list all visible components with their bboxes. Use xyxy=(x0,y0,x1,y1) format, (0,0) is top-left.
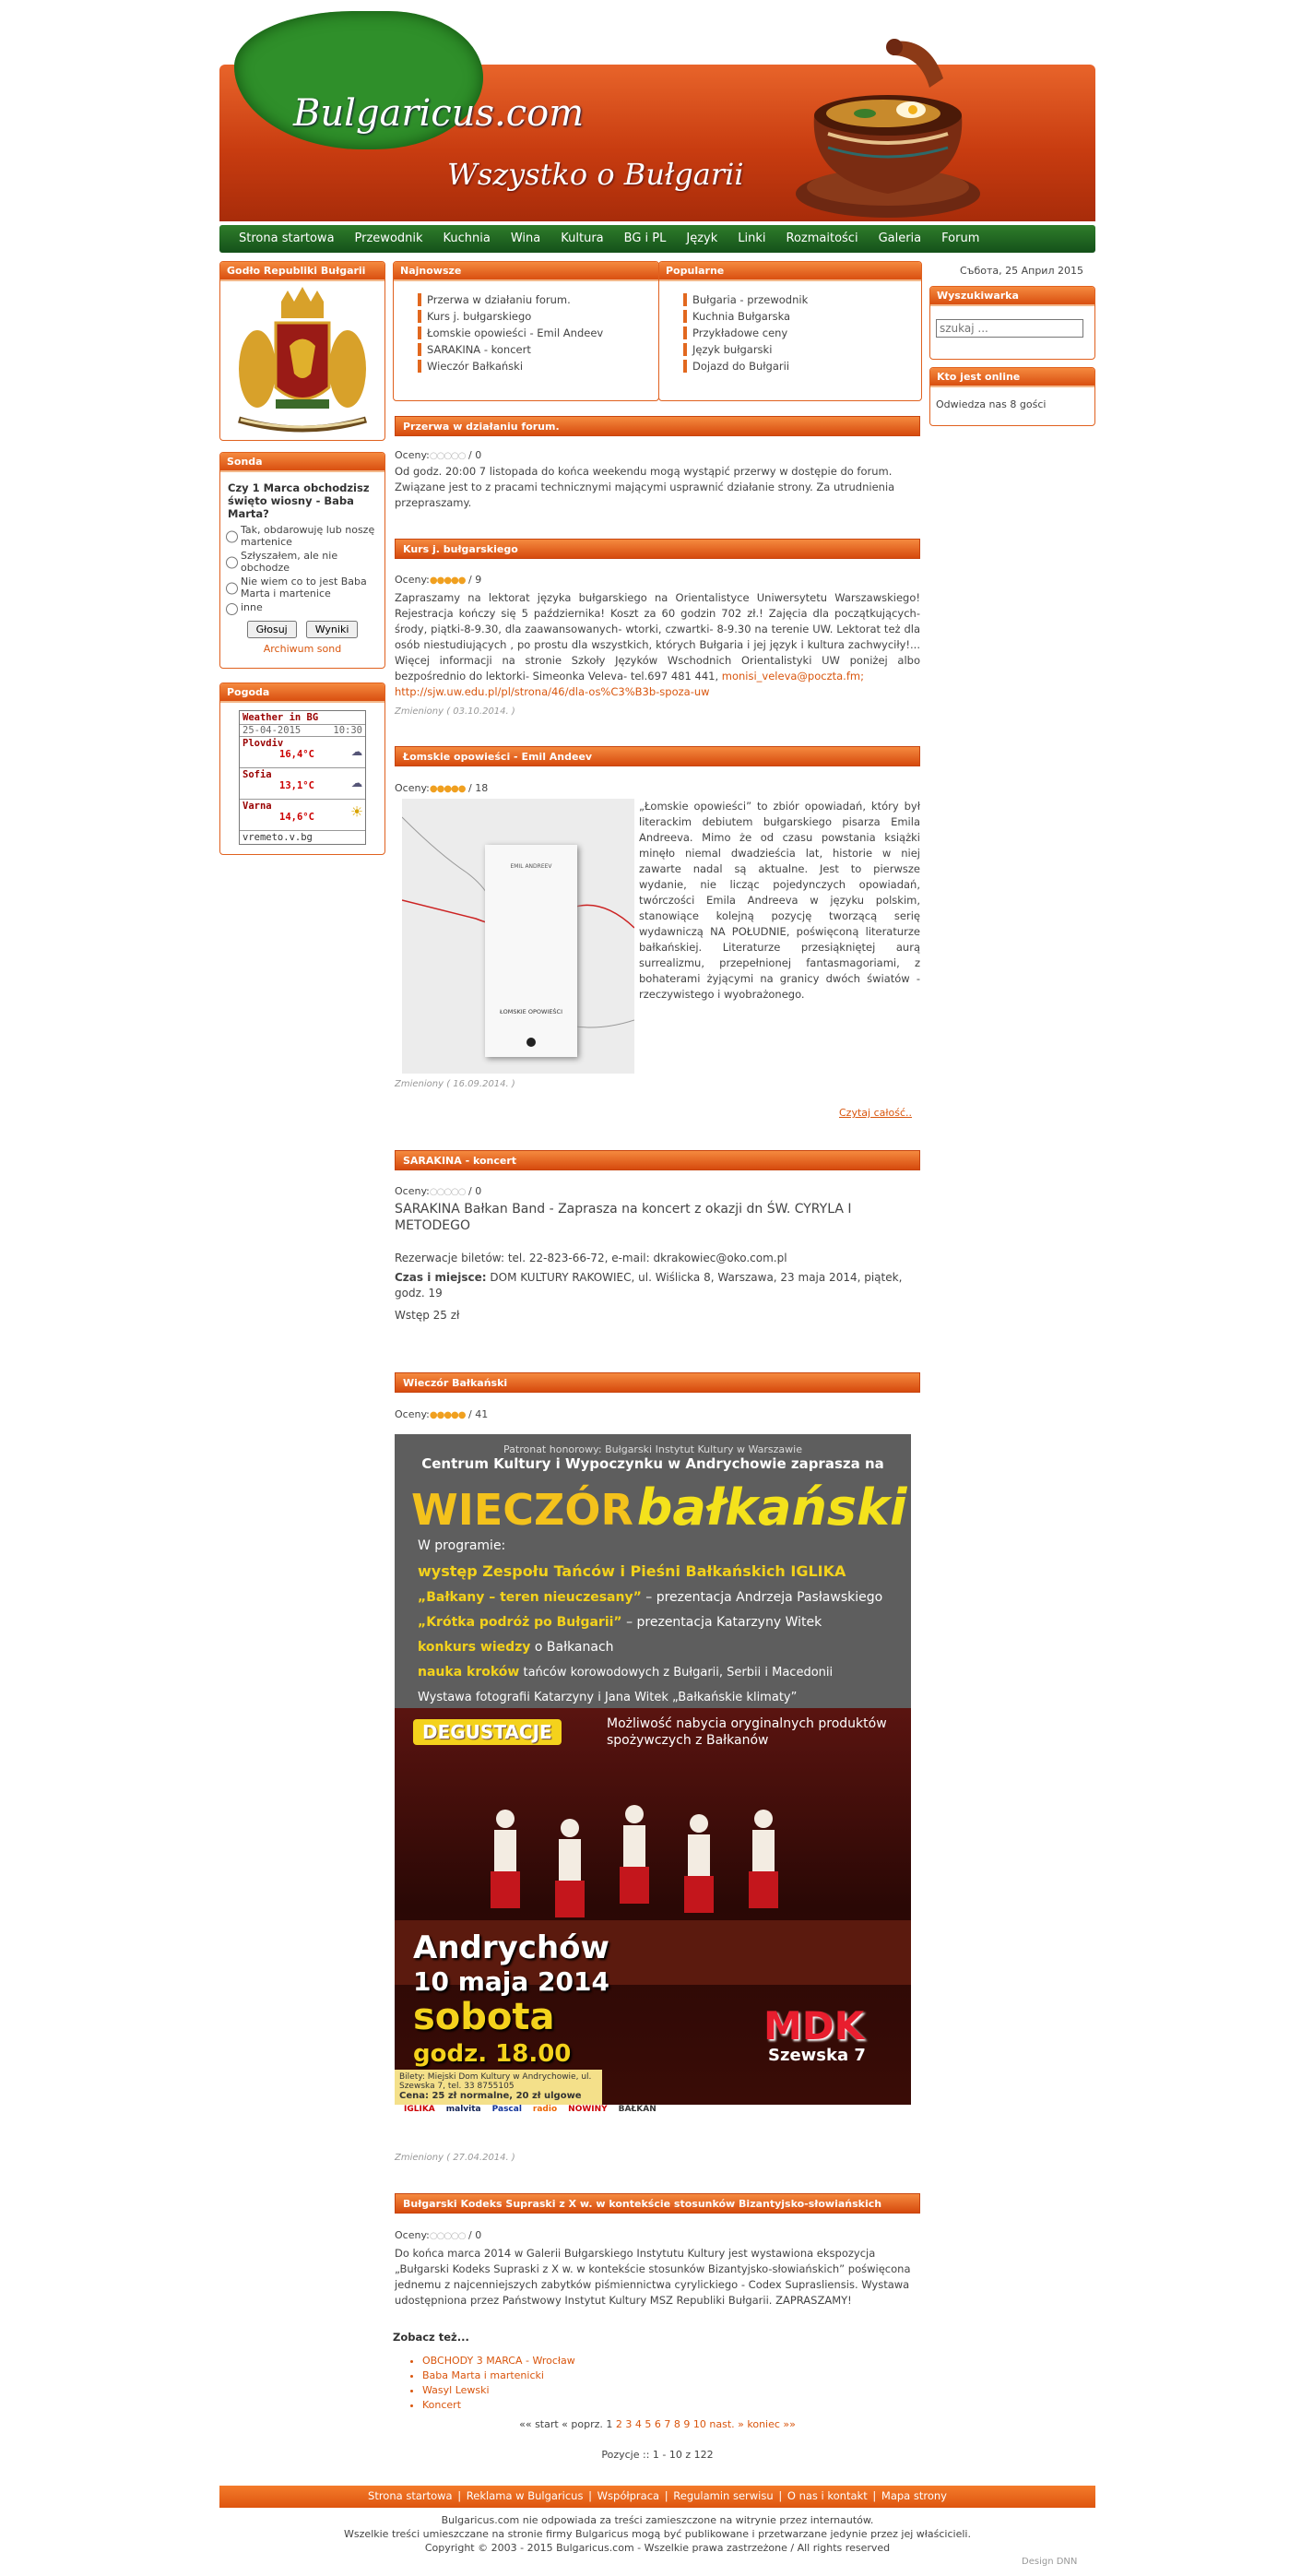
concert-reservation: Rezerwacje biletów: tel. 22-823-66-72, e-mail: dkrakowiec@oko.com.pl xyxy=(395,1252,787,1264)
weather-widget-title: Weather in BG xyxy=(240,711,365,725)
program-rest: – prezentacja Andrzeja Pasławskiego xyxy=(641,1590,883,1605)
clay-pot-image xyxy=(791,32,985,221)
city-temp: 16,4°C xyxy=(279,749,314,760)
book-title: ŁOMSKIE OPOWIEŚCI xyxy=(499,1008,563,1015)
poll-archive-link[interactable]: Archiwum sond xyxy=(263,643,342,655)
weather-box xyxy=(219,683,385,855)
weather-row xyxy=(240,768,365,800)
see-also-link[interactable]: Koncert xyxy=(422,2399,462,2411)
page-link[interactable]: 5 xyxy=(645,2418,652,2430)
post-title[interactable]: Kurs j. bułgarskiego xyxy=(395,539,920,559)
rating-votes: / 9 xyxy=(468,574,482,586)
poster-tickets: Bilety: Miejski Dom Kultury w Andrychowie, ul. Szewska 7, tel. 33 8755105 xyxy=(399,2072,592,2091)
poll-box xyxy=(219,452,385,669)
main-nav xyxy=(219,225,1095,253)
poll-option-4[interactable] xyxy=(226,601,379,615)
nav-kuchnia[interactable]: Kuchnia xyxy=(443,231,491,245)
city-temp: 14,6°C xyxy=(279,812,314,823)
program-rest: Wystawa fotografii Katarzyny i Jana Witek „Bałkańskie klimaty” xyxy=(418,1691,798,1704)
search-box xyxy=(929,286,1095,360)
rating-votes: / 18 xyxy=(468,782,489,794)
nav-strona-startowa[interactable]: Strona startowa xyxy=(239,231,335,245)
degustacje-badge: DEGUSTACJE xyxy=(413,1719,562,1745)
post-changed: Zmieniony ( 27.04.2014. ) xyxy=(395,2153,515,2163)
cloud-rain-icon: ☁ xyxy=(350,738,362,760)
page-link[interactable]: 8 xyxy=(673,2418,680,2430)
page-link[interactable]: 9 xyxy=(683,2418,691,2430)
concert-lead: SARAKINA Bałkan Band - Zaprasza na koncert z okazji dn ŚW. CYRYLA I METODEGO xyxy=(395,1202,852,1233)
post-rating xyxy=(395,1408,488,1420)
newest-item[interactable]: Wieczór Bałkański xyxy=(418,360,658,373)
poll-option-2[interactable] xyxy=(226,550,379,574)
footer-link[interactable]: Strona startowa xyxy=(368,2489,453,2502)
poll-radio-4[interactable] xyxy=(226,603,238,615)
see-also-item[interactable] xyxy=(422,2398,575,2413)
poll-option-label: Nie wiem co to jest Baba Marta i martenice xyxy=(241,576,367,599)
poster-price: Cena: 25 zł normalne, 20 zł ulgowe xyxy=(399,2091,582,2101)
page xyxy=(219,0,1095,2576)
degustacje-text: Możliwość nabycia oryginalnych produktów spożywczych z Bałkanów xyxy=(607,1716,887,1748)
poll-title: Sonda xyxy=(220,453,384,472)
rating-stars-icon: ●●●●● xyxy=(429,1410,466,1420)
post-text: Od godz. 20:00 7 listopada do końca weekendu mogą wystąpić przerwy w dostępie do forum. Związane jest to z pracami technicznymi mającymi usprawnić działanie strony. Za utrudnienia przepraszamy. xyxy=(395,465,895,509)
rating-stars-icon: ○○○○○ xyxy=(429,1187,466,1197)
program-rest: – prezentacja Katarzyny Witek xyxy=(621,1615,822,1630)
popular-title: Popularne xyxy=(659,262,921,281)
program-strong: występ Zespołu Tańców i Pieśni Bałkańskich IGLIKA xyxy=(418,1562,846,1580)
poster-top xyxy=(395,1434,911,1708)
post-changed: Zmieniony ( 03.10.2014. ) xyxy=(395,706,515,717)
rating-label: Oceny: xyxy=(395,1185,430,1197)
pagination-prefix: «« start « poprz. 1 xyxy=(519,2418,613,2430)
weather-row xyxy=(240,800,365,831)
footer-link[interactable]: Regulamin serwisu xyxy=(673,2489,774,2502)
post-rating xyxy=(395,2229,481,2241)
post-rating xyxy=(395,1185,481,1197)
poster-mdk: MDK xyxy=(763,2003,865,2048)
concert-time-place xyxy=(395,1270,920,1301)
footer-text xyxy=(219,2513,1095,2555)
post-rating xyxy=(395,782,488,794)
rating-label: Oceny: xyxy=(395,449,430,461)
weather-row xyxy=(240,737,365,768)
poster-bottom xyxy=(395,1708,911,2105)
poll-option-label: Tak, obdarowuję lub noszę martenice xyxy=(241,524,375,548)
post-text-block xyxy=(395,590,920,700)
page-link[interactable]: 2 xyxy=(615,2418,622,2430)
page-link[interactable]: 3 xyxy=(625,2418,633,2430)
vote-button[interactable]: Głosuj xyxy=(247,621,297,638)
program-line xyxy=(418,1635,882,1660)
poster-street: Szewska 7 xyxy=(768,2046,866,2065)
page-link[interactable]: 4 xyxy=(634,2418,642,2430)
program-line xyxy=(418,1685,882,1710)
newest-item[interactable]: Łomskie opowieści - Emil Andeev xyxy=(418,326,658,339)
poster-city: Andrychów xyxy=(413,1929,609,1966)
pagination xyxy=(395,2418,920,2430)
rating-stars-icon: ●●●●● xyxy=(429,784,466,794)
rating-stars-icon: ●●●●● xyxy=(429,576,466,586)
see-also-item[interactable] xyxy=(422,2354,575,2368)
post-text: „Łomskie opowieści” to zbiór opowiadań, który był literackim debiutem bułgarskiego pisarza Emila Andreeva. Mimo że od czasu powstania książki minęło niemal dwadzieścia lat, historie w niej zawarte nadal są aktualne. Jest to pierwsze wydanie, nie licząc pojedynczych opowiadań, twórczości Emila Andreeva w języku polskim, stanowiące kolejną pozycję tworzącą serię wydawniczą NA POŁUDNIE, poświęconą literaturze bałkańskiej. Literaturze przesiąkniętej aurą surrealizmu, przepełnionej fantasmagoriami, z bohaterami żyjącymi na granicy dwóch światów - rzeczywistego i wyobrażonego. xyxy=(639,800,920,1001)
rating-label: Oceny: xyxy=(395,2229,430,2241)
page-link[interactable]: 6 xyxy=(654,2418,661,2430)
online-title: Kto jest online xyxy=(930,368,1094,387)
poster-program xyxy=(418,1534,882,1710)
online-text: Odwiedza nas 8 gości xyxy=(936,398,1047,410)
newest-item[interactable]: Kurs j. bułgarskiego xyxy=(418,310,658,323)
time-label: Czas i miejsce: xyxy=(395,1271,487,1284)
poll-option-label: inne xyxy=(241,601,263,613)
post-title[interactable]: Łomskie opowieści - Emil Andeev xyxy=(395,746,920,766)
publisher-dot xyxy=(526,1038,536,1047)
time-text: DOM KULTURY RAKOWIEC, ul. Wiślicka 8, Warszawa, 23 maja 2014, piątek, godz. 19 xyxy=(395,1271,903,1300)
popular-item[interactable]: Przykładowe ceny xyxy=(683,326,921,339)
popular-item[interactable]: Język bułgarski xyxy=(683,343,921,356)
poster-date: 10 maja 2014 xyxy=(413,1966,609,1997)
nav-jezyk[interactable]: Język xyxy=(686,231,718,245)
rating-stars-icon: ○○○○○ xyxy=(429,451,466,461)
concert-entry: Wstęp 25 zł xyxy=(395,1309,460,1322)
city-temp: 13,1°C xyxy=(279,780,314,791)
poster-day: sobota xyxy=(413,1996,555,2038)
rating-label: Oceny: xyxy=(395,1408,430,1420)
see-also-link[interactable]: Baba Marta i martenicki xyxy=(422,2369,544,2381)
nav-rozmaitosci[interactable]: Rozmaitości xyxy=(786,231,858,245)
popular-box xyxy=(658,261,922,401)
weather-time: 10:30 xyxy=(333,725,362,736)
post-text: Zapraszamy na lektorat języka bułgarskiego na Orientalistyce Uniwersytetu Warszawskiego! Rejestracja kończy się 5 października! Koszt za 60 godzin 702 zł.! Zajęcia dla początkujących- środy, piątki-8-9.30, dla zaawansowanych- wtorki, czwartki- 8-9.30 na terenie UW. Lektorat też dla osób niestudiujących , po prostu dla wszystkich, których Bułgaria i jej język i kultura zachwyciły!... Więcej informacji na stronie Szkoły Języków Wschodnich Orientalistyki UW poniżej albo bezpośrednio do lektorki- Simeonka Veleva- tel.697 481 441, xyxy=(395,591,920,683)
results-button[interactable]: Wyniki xyxy=(306,621,359,638)
book xyxy=(485,845,577,1057)
footer-line: Wszelkie treści umieszczane na stronie firmy Bulgaricus mogą być publikowane i przetwarzane jedynie przez jej właścicieli. xyxy=(344,2528,971,2540)
rating-stars-icon: ○○○○○ xyxy=(429,2231,466,2241)
coat-of-arms-icon xyxy=(220,281,384,438)
post-text: Do końca marca 2014 w Galerii Bułgarskiego Instytutu Kultury jest wystawiona ekspozycja „Bułgarski Kodeks Supraski z X w. w kontekście stosunków Bizantyjsko-słowiańskich” poświęcona jednemu z najcenniejszych zabytków piśmiennictwa cyrylickiego - Codex Suprasliensis. Wystawa udostępniona przez Państwowy Instytut Kultury MSZ Republiki Bułgarii. ZAPRASZAMY! xyxy=(395,2247,911,2307)
program-strong: „Krótka podróż po Bułgarii” xyxy=(418,1615,622,1630)
poll-option-label: Szłyszałem, ale nie obchodze xyxy=(241,550,338,574)
poster-org: Centrum Kultury i Wypoczynku w Andrychowie zaprasza na xyxy=(421,1455,884,1472)
poll-option-3[interactable] xyxy=(226,576,379,599)
nav-bg-i-pl[interactable]: BG i PL xyxy=(623,231,667,245)
footer-line: Bulgaricus.com nie odpowiada za treści zamieszczone na witrynie przez internautów. xyxy=(441,2514,874,2526)
program-line xyxy=(418,1660,882,1685)
poll-option-1[interactable] xyxy=(226,524,379,548)
sponsor-logos xyxy=(395,2105,911,2117)
post-rating xyxy=(395,449,481,461)
course-url-link[interactable]: http://sjw.uw.edu.pl/pl/strona/46/dla-os%C3%B3b-spoza-uw xyxy=(395,685,710,698)
post-title[interactable]: Przerwa w działaniu forum. xyxy=(395,416,920,436)
emblem-title: Godło Republiki Bułgarii xyxy=(220,262,384,281)
nav-wina[interactable]: Wina xyxy=(510,231,541,245)
city-name: Sofia xyxy=(242,769,272,780)
footer-link[interactable]: Współpraca xyxy=(597,2489,660,2502)
popular-item[interactable]: Dojazd do Bułgarii xyxy=(683,360,921,373)
post-title[interactable]: Bułgarski Kodeks Supraski z X w. w kontekście stosunków Bizantyjsko-słowiańskich xyxy=(395,2193,920,2214)
nav-przewodnik[interactable]: Przewodnik xyxy=(354,231,423,245)
sponsor-logo: IGLIKA xyxy=(404,2105,435,2114)
book-cover-image xyxy=(402,799,634,1074)
program-line xyxy=(418,1559,882,1585)
see-also-item[interactable] xyxy=(422,2383,575,2398)
nav-kultura[interactable]: Kultura xyxy=(561,231,604,245)
post-rating xyxy=(395,574,481,586)
see-also-link[interactable]: Wasyl Lewski xyxy=(422,2384,490,2396)
newest-item[interactable]: SARAKINA - koncert xyxy=(418,343,658,356)
sun-icon: ☀ xyxy=(350,801,362,823)
poster-word-balkanski: bałkański xyxy=(636,1478,907,1537)
current-date: Събота, 25 Април 2015 xyxy=(960,265,1083,277)
city-name: Plovdiv xyxy=(242,738,284,749)
post-title[interactable]: SARAKINA - koncert xyxy=(395,1150,920,1170)
nav-galeria[interactable]: Galeria xyxy=(878,231,922,245)
pagination-next[interactable]: nast. » koniec »» xyxy=(709,2418,796,2430)
email-link[interactable]: monisi_veleva@poczta.fm; xyxy=(721,670,864,683)
newest-box xyxy=(393,261,659,401)
rating-label: Oceny: xyxy=(395,574,430,586)
poll-radio-3[interactable] xyxy=(226,577,238,599)
post-title[interactable]: Wieczór Bałkański xyxy=(395,1372,920,1393)
popular-item[interactable]: Kuchnia Bułgarska xyxy=(683,310,921,323)
nav-linki[interactable]: Linki xyxy=(738,231,766,245)
cloud-rain-icon: ☁ xyxy=(350,769,362,791)
rating-label: Oceny: xyxy=(395,782,430,794)
page-link[interactable]: 10 xyxy=(692,2418,706,2430)
program-label: W programie: xyxy=(418,1538,506,1553)
post-changed: Zmieniony ( 16.09.2014. ) xyxy=(395,1079,515,1089)
site-tagline: Wszystko o Bułgarii xyxy=(447,157,744,192)
weather-source[interactable]: vremeto.v.bg xyxy=(242,832,313,843)
program-rest: tańców korowodowych z Bułgarii, Serbii i Macedonii xyxy=(519,1666,834,1680)
design-credit[interactable]: Design DNN xyxy=(1022,2557,1078,2567)
rating-votes: / 0 xyxy=(468,1185,482,1197)
program-line xyxy=(418,1610,882,1635)
emblem-box xyxy=(219,261,385,441)
read-more-link[interactable]: Czytaj całość.. xyxy=(839,1107,912,1119)
rating-votes: / 0 xyxy=(468,2229,482,2241)
weather-title: Pogoda xyxy=(220,683,384,703)
program-strong: nauka kroków xyxy=(418,1665,520,1680)
sponsor-logo: Pascal xyxy=(491,2105,522,2114)
book-author: EMIL ANDREEV xyxy=(510,863,552,870)
poll-radio-1[interactable] xyxy=(226,526,238,548)
pagination-position: Pozycje :: 1 - 10 z 122 xyxy=(601,2449,714,2461)
program-rest: o Bałkanach xyxy=(530,1640,614,1655)
newest-item[interactable]: Przerwa w działaniu forum. xyxy=(418,293,658,306)
weather-widget[interactable] xyxy=(239,710,366,845)
event-poster xyxy=(395,1434,911,2117)
poll-radio-2[interactable] xyxy=(226,552,238,574)
see-also-item[interactable] xyxy=(422,2368,575,2383)
see-also-list xyxy=(422,2354,575,2413)
footer-links-bar: Strona startowa | Reklama w Bulgaricus | Współpraca | Regulamin serwisu | O nas i kontakt | Mapa strony xyxy=(219,2486,1095,2508)
popular-item[interactable]: Bułgaria - przewodnik xyxy=(683,293,921,306)
footer-line: Copyright © 2003 - 2015 Bulgaricus.com - Wszelkie prawa zastrzeżone / All rights reserved xyxy=(424,2542,891,2554)
city-name: Varna xyxy=(242,801,272,812)
poster-hour: godz. 18.00 xyxy=(413,2040,572,2068)
poster-patron: Patronat honorowy: Bułgarski Instytut Kultury w Warszawie xyxy=(503,1443,802,1455)
rating-votes: / 0 xyxy=(468,449,482,461)
site-logo[interactable]: Bulgaricus.com xyxy=(293,92,585,135)
rating-votes: / 41 xyxy=(468,1408,489,1420)
footer-link[interactable]: Reklama w Bulgaricus xyxy=(466,2489,584,2502)
sponsor-logo: NOWINY xyxy=(568,2105,608,2114)
footer-link[interactable]: O nas i kontakt xyxy=(787,2489,868,2502)
program-line xyxy=(418,1585,882,1610)
nav-forum[interactable]: Forum xyxy=(941,231,980,245)
poster-word-wieczor: WIECZÓR xyxy=(411,1485,633,1535)
see-also-title: Zobacz też... xyxy=(393,2331,469,2344)
sponsor-logo: malvita xyxy=(445,2105,481,2114)
program-strong: „Bałkany – teren nieuczesany” xyxy=(418,1590,642,1605)
sponsor-logo: BAŁKAN xyxy=(618,2105,656,2114)
newest-title: Najnowsze xyxy=(394,262,658,281)
online-box xyxy=(929,367,1095,426)
page-link[interactable]: 7 xyxy=(664,2418,671,2430)
weather-date: 25-04-2015 xyxy=(242,725,302,736)
poll-question: Czy 1 Marca obchodzisz święto wiosny - Baba Marta? xyxy=(228,481,370,520)
program-strong: konkurs wiedzy xyxy=(418,1640,531,1655)
footer-link[interactable]: Mapa strony xyxy=(881,2489,947,2502)
sponsor-logo: radio xyxy=(532,2105,558,2114)
see-also-link[interactable]: OBCHODY 3 MARCA - Wrocław xyxy=(422,2355,575,2367)
search-input[interactable] xyxy=(936,319,1083,338)
search-title: Wyszukiwarka xyxy=(930,287,1094,306)
